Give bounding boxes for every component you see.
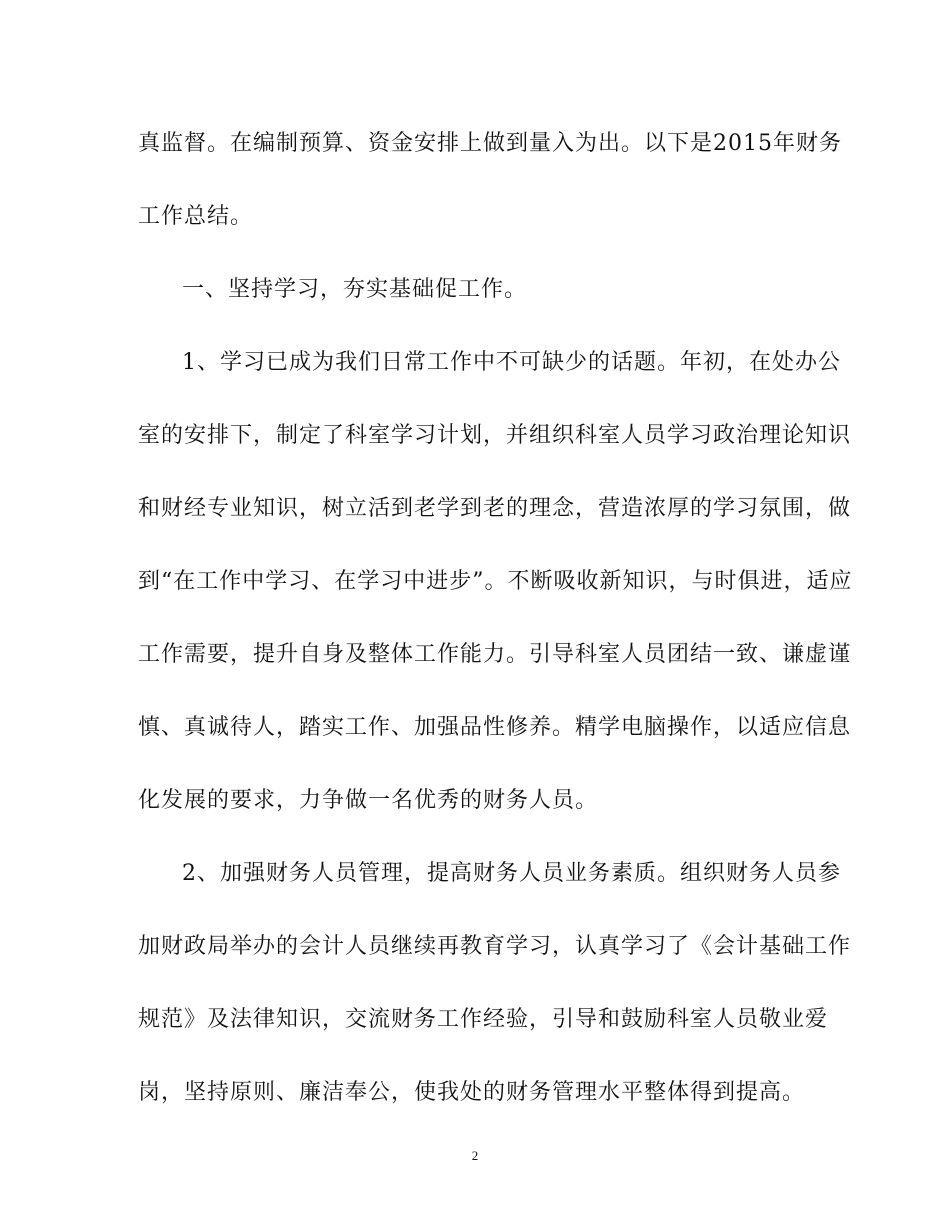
text-line: 和财经专业知识，树立活到老学到老的理念，营造浓厚的学习氛围，做	[138, 496, 852, 521]
paragraph-start: 1、学习已成为我们日常工作中不可缺少的话题。年初，在处办公	[182, 350, 841, 375]
text-line: 化发展的要求，力争做一名优秀的财务人员。	[138, 788, 599, 813]
text-line: 室的安排下，制定了科室学习计划，并组织科室人员学习政治理论知识	[138, 423, 852, 448]
text-line: 工作总结。	[138, 204, 254, 229]
section-heading: 一、坚持学习，夯实基础促工作。	[182, 277, 528, 302]
text-line: 加财政局举办的会计人员继续再教育学习，认真学习了《会计基础工作	[138, 934, 852, 959]
paragraph-start: 2、加强财务人员管理，提高财务人员业务素质。组织财务人员参	[182, 861, 841, 886]
page-number: 2	[471, 1148, 479, 1163]
text-line: 工作需要，提升自身及整体工作能力。引导科室人员团结一致、谦虚谨	[138, 642, 852, 667]
text-line: 到“在工作中学习、在学习中进步”。不断吸收新知识，与时俱进，适应	[138, 569, 853, 594]
text-line: 岗，坚持原则、廉洁奉公，使我处的财务管理水平整体得到提高。	[138, 1080, 806, 1105]
text-line: 规范》及法律知识，交流财务工作经验，引导和鼓励科室人员敬业爱	[138, 1007, 829, 1032]
text-line: 真监督。在编制预算、资金安排上做到量入为出。以下是2015年财务	[138, 131, 842, 156]
text-line: 慎、真诚待人，踏实工作、加强品性修养。精学电脑操作，以适应信息	[138, 715, 852, 740]
